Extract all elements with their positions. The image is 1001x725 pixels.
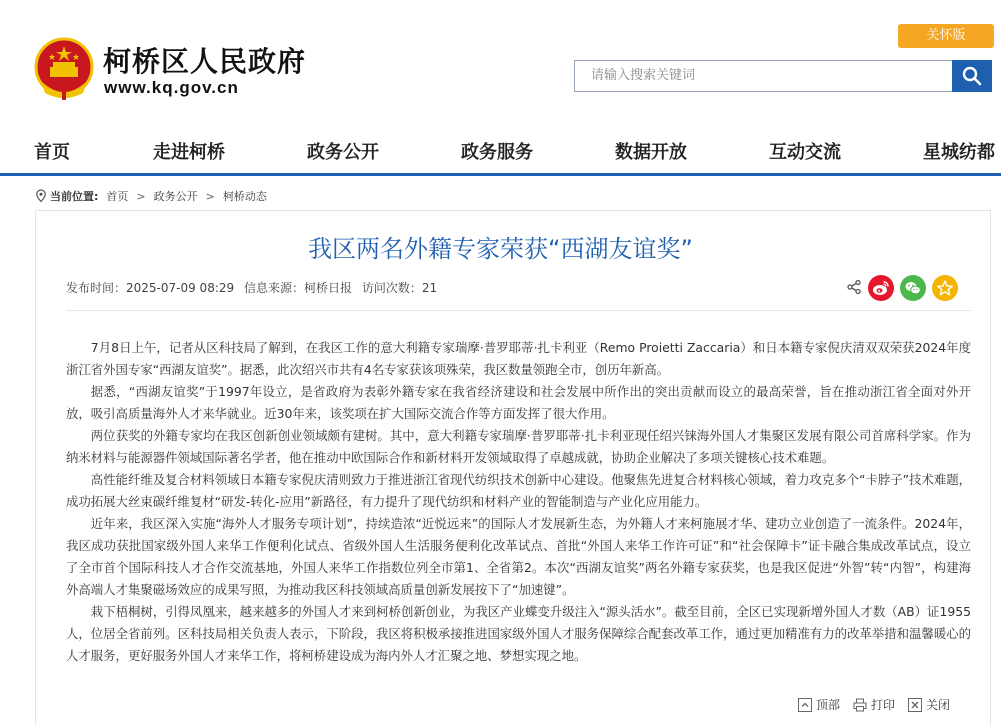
breadcrumb-home[interactable]: 首页 [106, 190, 129, 203]
breadcrumb-keqiao-news[interactable]: 柯桥动态 [222, 190, 267, 203]
favorite-button[interactable] [932, 275, 958, 301]
wechat-icon [900, 275, 926, 301]
close-button[interactable] [908, 696, 950, 713]
article-paragraph: 近年来，我区深入实施“海外人才服务专项计划”，持续造浓“近悦远来”的国际人才发展新生态，为外籍人才来柯施展才华、建功立业创造了一流条件。2024年，我区成功获批国家级外国人来华工作便利化试点、省级外国人生活服务便利化改革试点、首批“外国人来华工作许可证”和“社会保障卡”证卡融合集成改革试点，设立了全市首个国际科技人才合作交流基地，外国人来华工作指数位列全市第1、全省第2。本次“西湖友谊奖”两名外籍专家获奖，也是我区促进“外智”转“内智”，构建海外高端人才集聚磁场效应的成果写照，为推动我区科技领域高质量创新发展按下了“加速键”。 [66, 516, 971, 597]
article-meta [66, 279, 443, 296]
article-paragraph: 栽下梧桐树，引得凤凰来，越来越多的外国人才来到柯桥创新创业，为我区产业蝶变升级注入“源头活水”。截至目前，全区已实现新增外国人才数（AB）证1955人，位居全省前列。区科技局相关负责人表示，下阶段，我区将积极承接推进国家级外国人才服务保障综合配套改革工作，通过更加精准有力的改革举措和温馨暖心的人才服务，更好服务外国人才来华工作，将柯桥建设成为海内外人才汇聚之地、梦想实现之地。 [66, 604, 971, 663]
location-pin-icon [35, 189, 47, 203]
article-body [66, 337, 971, 667]
article-source: 信息来源：柯桥日报 [243, 281, 352, 295]
article-paragraph: 7月8日上午，记者从区科技局了解到，在我区工作的意大利籍专家瑞摩·普罗耶蒂·扎卡利亚（Remo Proietti Zaccaria）和日本籍专家倪庆清双双荣获2024年度浙江省外国专家“西湖友谊奖”。据悉，此次绍兴市共有4名专家获该项殊荣，我区数量领跑全市，创历年新高。 [66, 340, 971, 377]
article-paragraph: 高性能纤维及复合材料领域日本籍专家倪庆清则致力于推进浙江省现代纺织技术创新中心建设。他聚焦先进复合材料核心领域，着力攻克多个“卡脖子”技术难题，成功拓展大丝束碳纤维复材“研发-转化-应用”新路径，有力提升了现代纺织和材料产业的智能制造与产业化应用能力。 [66, 472, 971, 509]
article-paragraph: 两位获奖的外籍专家均在我区创新创业领域颇有建树。其中，意大利籍专家瑞摩·普罗耶蒂·扎卡利亚现任绍兴铼海外国人才集聚区发展有限公司首席科学家。作为纳米材料与能源器件领域国际著名学者，他在推动中欧国际合作和新材料开发领域取得了卓越成就，协助企业解决了多项关键核心技术难题。 [66, 428, 971, 465]
article-title: 我区两名外籍专家荣获“西湖友谊奖” [308, 235, 693, 263]
share-wechat-button[interactable] [900, 275, 926, 301]
breadcrumb-gov-affairs-open[interactable]: 政务公开 [153, 190, 198, 203]
site-url: www.kq.gov.cn [104, 78, 239, 97]
search-icon [962, 66, 982, 86]
nav-textile-city[interactable]: 星城纺都 [923, 142, 995, 163]
main-nav [0, 122, 1001, 176]
breadcrumb [35, 188, 267, 204]
breadcrumb-label: 当前位置: [50, 190, 99, 203]
to-top-label: 顶部 [816, 698, 841, 712]
nav-interaction[interactable]: 互动交流 [769, 142, 841, 163]
close-icon [908, 698, 922, 712]
to-top-icon [798, 698, 812, 712]
care-version-button[interactable]: 关怀版 [898, 24, 994, 48]
publish-time: 发布时间：2025-07-09 08:29 [66, 281, 235, 295]
print-label: 打印 [871, 698, 896, 712]
breadcrumb-separator: > [136, 189, 146, 203]
breadcrumb-separator: > [205, 189, 215, 203]
nav-gov-services[interactable]: 政务服务 [461, 142, 533, 163]
article-paragraph: 据悉，“西湖友谊奖”于1997年设立，是省政府为表彰外籍专家在我省经济建设和社会发展中所作出的突出贡献而设立的最高荣誉，旨在推动浙江省全面对外开放，吸引高质量海外人才来华就业。近30年来，该奖项在扩大国际交流合作等方面发挥了很大作用。 [66, 384, 971, 421]
share-weibo-button[interactable] [868, 275, 894, 301]
site-title[interactable]: 柯桥区人民政府 [103, 45, 307, 78]
search-button[interactable] [952, 60, 992, 92]
to-top-button[interactable] [798, 696, 840, 713]
share-icon[interactable] [846, 279, 862, 295]
nav-about-keqiao[interactable]: 走进柯桥 [153, 142, 225, 163]
print-button[interactable] [853, 696, 895, 713]
close-label: 关闭 [926, 698, 951, 712]
nav-open-data[interactable]: 数据开放 [615, 142, 687, 163]
meta-divider [66, 310, 971, 311]
site-header [0, 0, 1001, 122]
weibo-icon [868, 275, 894, 301]
national-emblem-icon [33, 37, 95, 101]
star-icon [932, 275, 958, 301]
nav-gov-affairs-open[interactable]: 政务公开 [307, 142, 379, 163]
search-input[interactable]: 请输入搜索关键词 [574, 60, 952, 92]
view-count: 访问次数：21 [361, 281, 438, 295]
nav-home[interactable]: 首页 [34, 142, 70, 163]
print-icon [853, 698, 867, 712]
